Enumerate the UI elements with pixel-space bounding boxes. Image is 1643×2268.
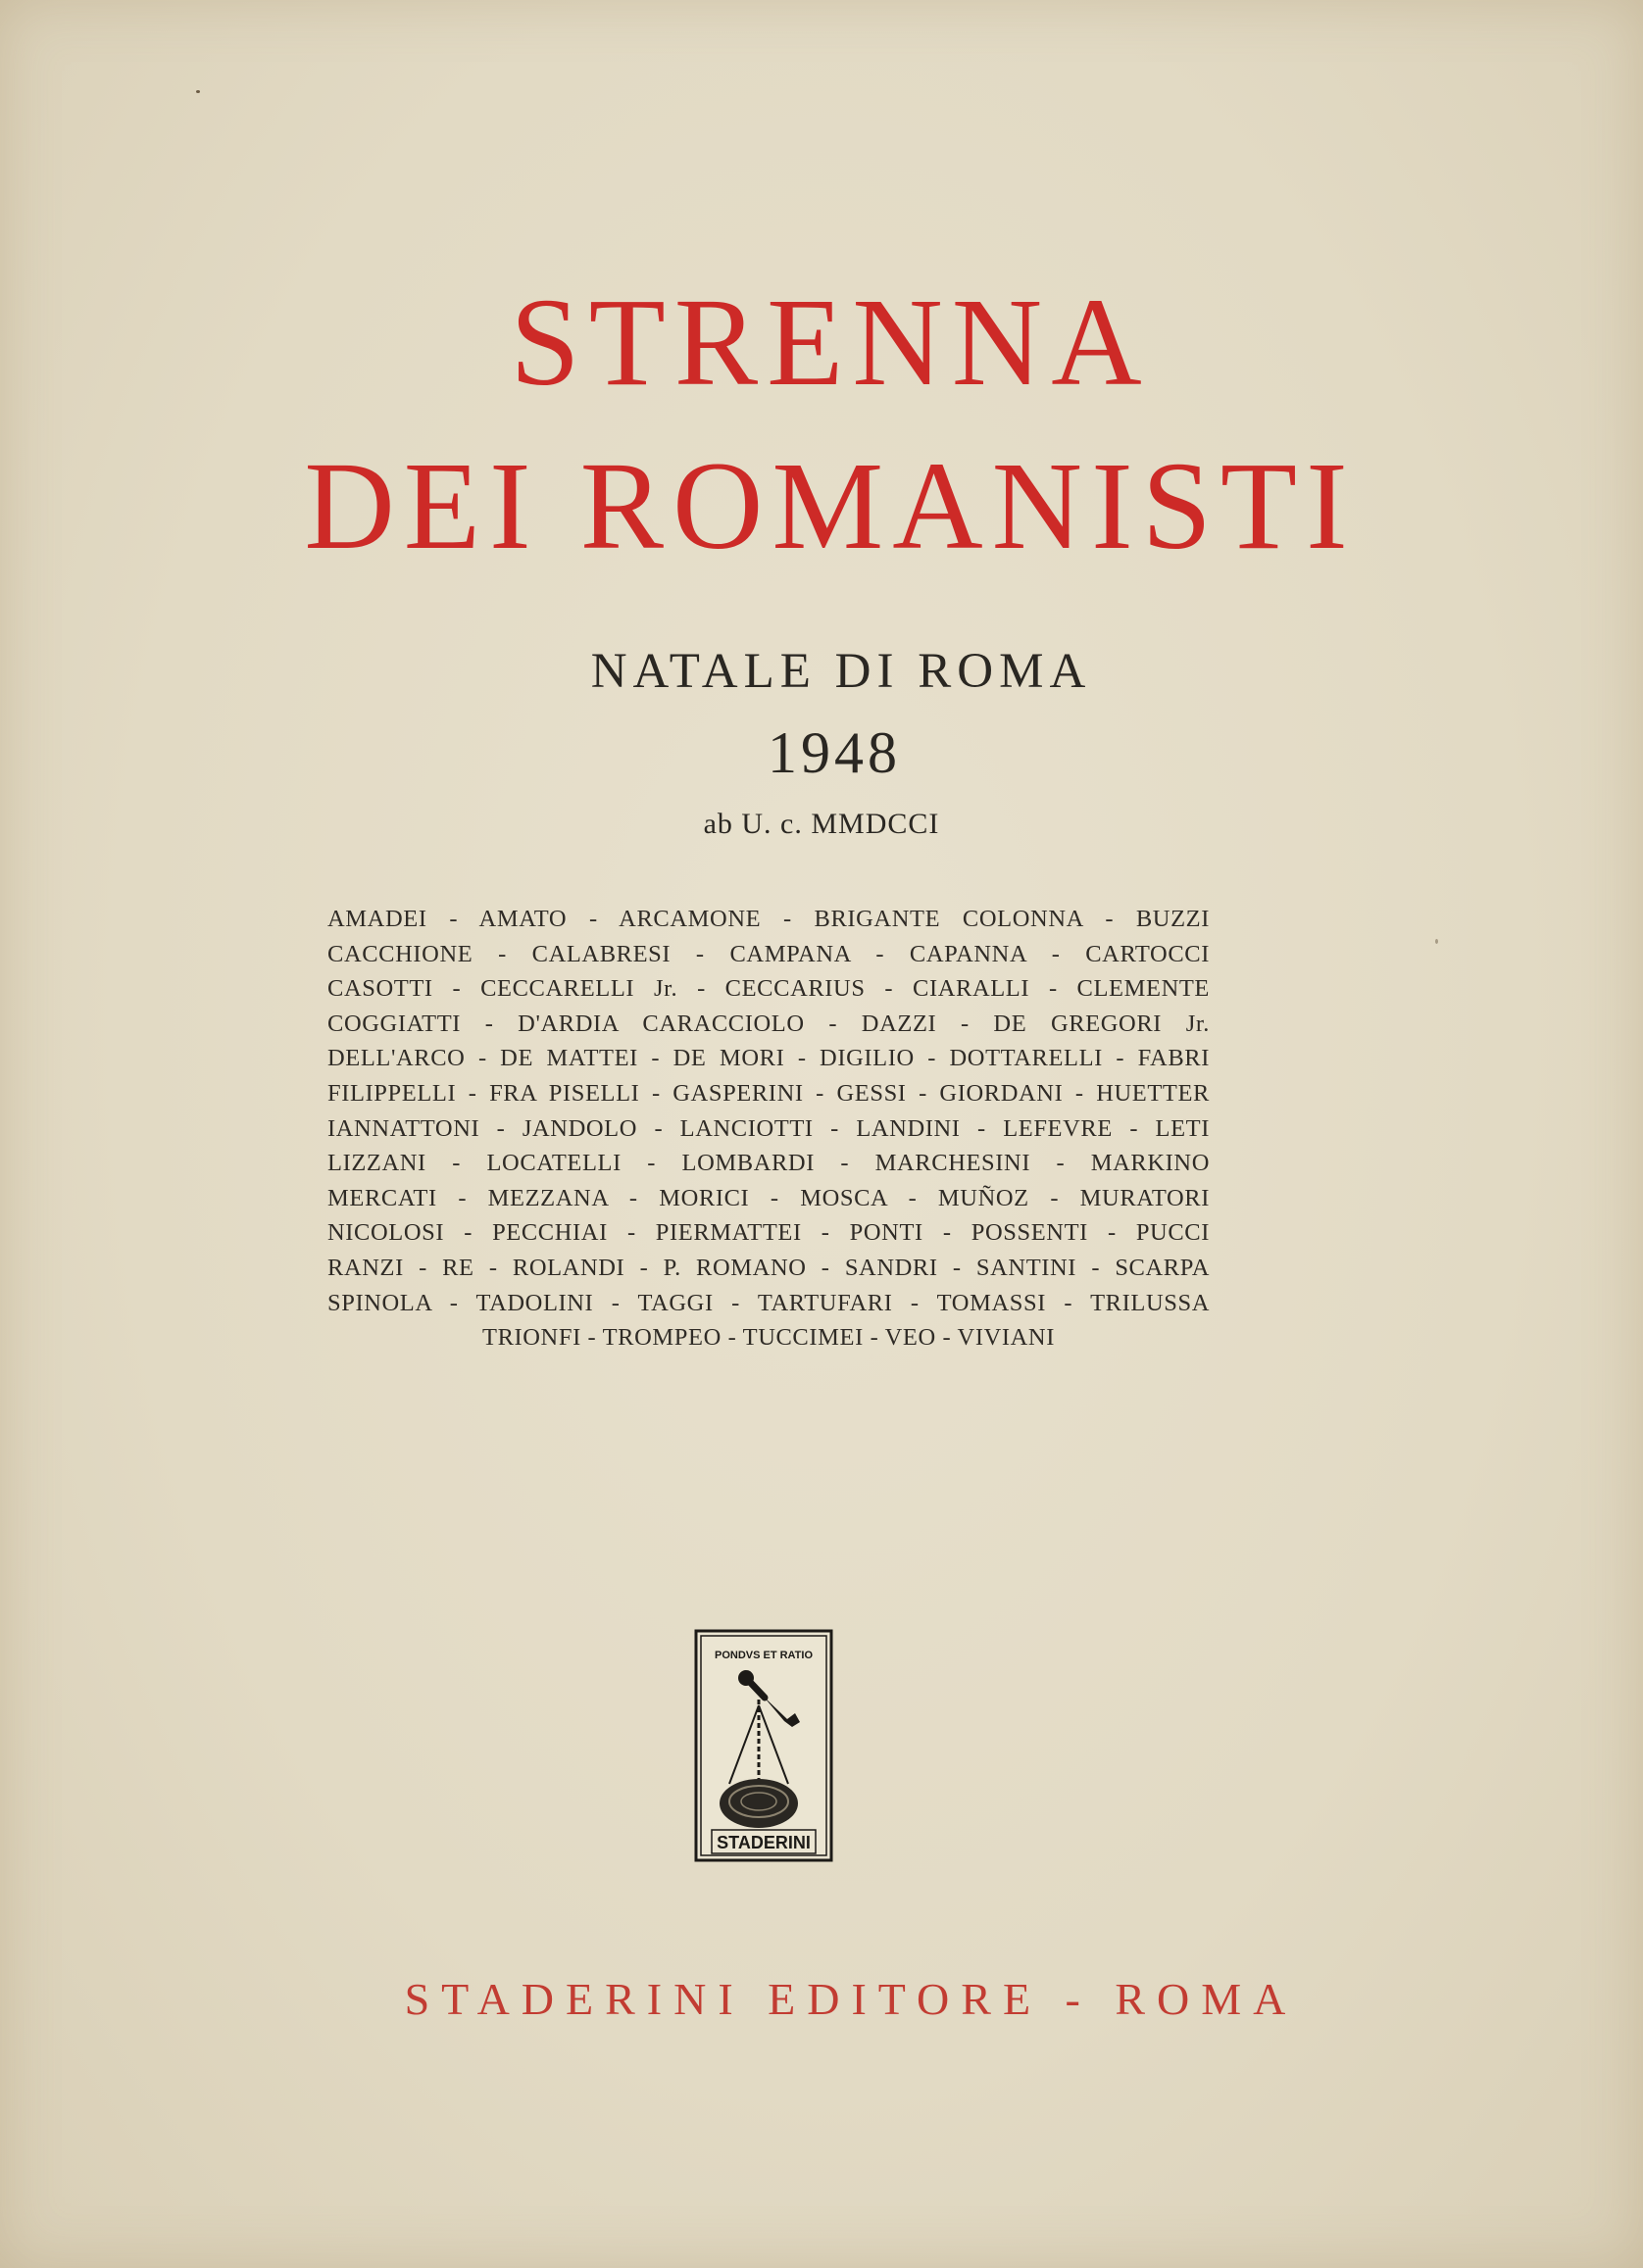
author-line: RANZI - RE - ROLANDI - P. ROMANO - SANDRI - SANTINI - SCARPA — [327, 1254, 1210, 1281]
ink-speck — [1435, 939, 1438, 944]
author-line: MERCATI - MEZZANA - MORICI - MOSCA - MUÑOZ - MURATORI — [327, 1184, 1210, 1211]
author-list — [327, 902, 1210, 1356]
title-line-2: DEI ROMANISTI — [304, 436, 1357, 575]
author-line: IANNATTONI - JANDOLO - LANCIOTTI - LANDINI - LEFEVRE - LETI — [327, 1114, 1210, 1142]
occasion-subtitle: NATALE DI ROMA — [590, 644, 1092, 699]
publisher-mark-name: STADERINI — [717, 1833, 811, 1852]
title-line-1: STRENNA — [510, 272, 1151, 412]
ab-urbe-condita: ab U. c. MMDCCI — [703, 808, 940, 840]
author-line: AMADEI - AMATO - ARCAMONE - BRIGANTE COLONNA - BUZZI — [327, 906, 1210, 932]
ink-speck — [196, 90, 200, 93]
author-line: CASOTTI - CECCARELLI Jr. - CECCARIUS - CIARALLI - CLEMENTE — [327, 975, 1210, 1003]
author-line: COGGIATTI - D'ARDIA CARACCIOLO - DAZZI - DE GREGORI Jr. — [327, 1010, 1210, 1037]
author-line: LIZZANI - LOCATELLI - LOMBARDI - MARCHESINI - MARKINO — [327, 1150, 1210, 1177]
publisher-motto: PONDVS ET RATIO — [714, 1650, 814, 1661]
author-line: NICOLOSI - PECCHIAI - PIERMATTEI - PONTI - POSSENTI - PUCCI — [327, 1219, 1210, 1247]
author-line: FILIPPELLI - FRA PISELLI - GASPERINI - GESSI - GIORDANI - HUETTER — [327, 1079, 1210, 1107]
author-line: DELL'ARCO - DE MATTEI - DE MORI - DIGILIO - DOTTARELLI - FABRI — [327, 1045, 1210, 1072]
publisher-mark — [694, 1629, 833, 1862]
author-line: CACCHIONE - CALABRESI - CAMPANA - CAPANNA - CARTOCCI — [327, 940, 1210, 967]
publisher-imprint: STADERINI EDITORE - ROMA — [404, 1974, 1298, 2024]
author-line: SPINOLA - TADOLINI - TAGGI - TARTUFARI - TOMASSI - TRILUSSA — [327, 1289, 1210, 1316]
year: 1948 — [768, 720, 901, 785]
scale-balance-icon — [694, 1629, 833, 1862]
author-line: TRIONFI - TROMPEO - TUCCIMEI - VEO - VIVIANI — [482, 1324, 1055, 1352]
